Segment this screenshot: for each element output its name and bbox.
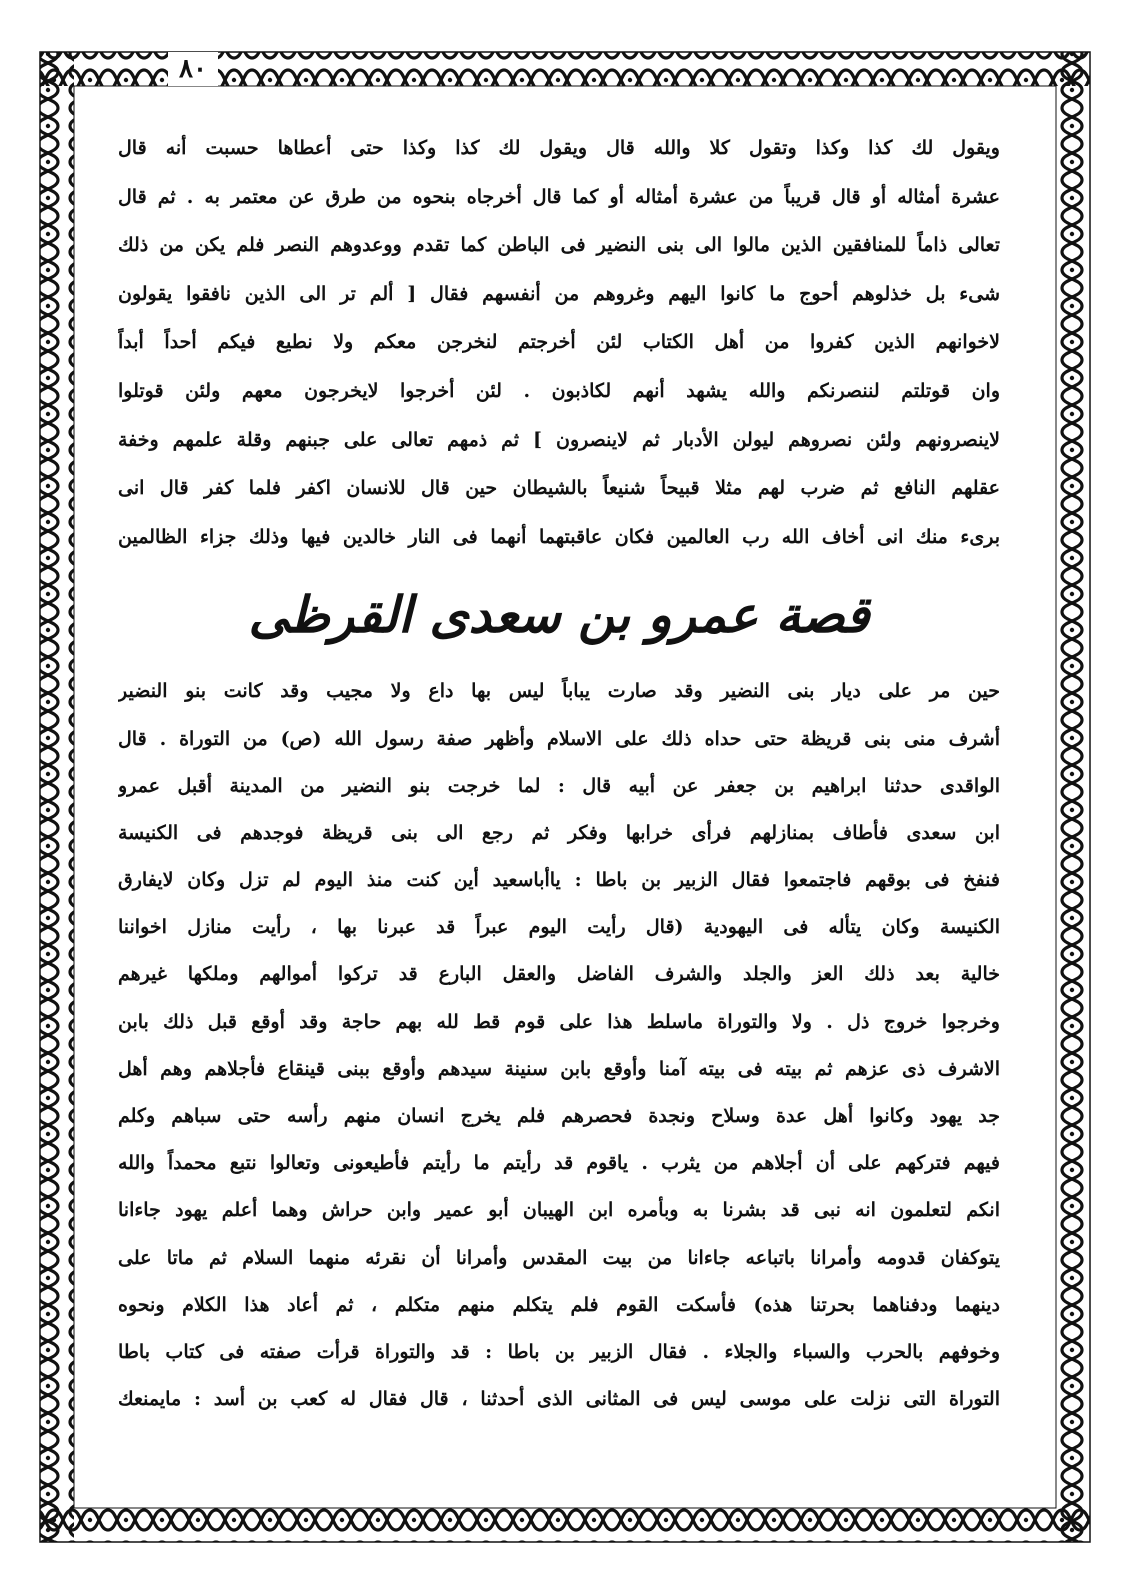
text-line: يتوكفان قدومه وأمرانا باتباعه جاءانا من بيت المقدس وأمرانا أن نقرئه منهما السلام ثم ماتا على	[118, 1246, 1000, 1269]
text-line: خالية بعد ذلك العز والجلد والشرف الفاضل والعقل البارع قد تركوا أموالهم وملكها غيرهم	[118, 963, 1000, 986]
text-line: وخرجوا خروج ذل . ولا والتوراة ماسلط هذا على قوم قط لله بهم حاجة وقد أوقع قبل ذلك بابن	[118, 1010, 1000, 1033]
text-line: ابن سعدى فأطاف بمنازلهم فرأى خرابها وفكر ثم رجع الى بنى قريظة فوجدهم فى الكنيسة	[118, 821, 1000, 844]
text-line: فيهم فتركهم على أن أجلاهم من يثرب . ياقوم قد رأيتم ما رأيتم فأطيعونى وتعالوا نتبع محمداً والله	[118, 1152, 1000, 1175]
text-line: دينهما ودفناهما بحرتنا هذه) فأسكت القوم فلم يتكلم منهم متكلم ، ثم أعاد هذا الكلام ونحوه	[118, 1293, 1000, 1316]
text-line: تعالى ذاماً للمنافقين الذين مالوا الى بنى النضير فى الباطن كما تقدم ووعدوهم النصر فلم يكن من ذلك	[118, 234, 1000, 257]
text-line: حين مر على ديار بنى النضير وقد صارت يباباً ليس بها داع ولا مجيب وقد كانت بنو النضير	[118, 680, 1000, 703]
text-line: ويقول لك كذا وكذا وتقول كلا والله قال ويقول لك كذا وكذا حتى أعطاها حسبت أنه قال	[118, 137, 1000, 159]
text-line: أشرف منى بنى قريظة حتى حداه ذلك على الاسلام وأظهر صفة رسول الله (ص) من التوراة . قال	[118, 727, 1000, 750]
text-line: الكنيسة وكان يتأله فى اليهودية (قال رأيت اليوم عبراً قد عبرنا بها ، رأيت منازل اخواننا	[118, 916, 1000, 939]
text-line: لاخوانهم الذين كفروا من أهل الكتاب لئن أخرجتم لنخرجن معكم ولا نطيع فيكم أحداً أبداً	[118, 331, 1000, 354]
border-right	[1056, 52, 1090, 1542]
text-line: برىء منك انى أخاف الله رب العالمين فكان عاقبتهما أنهما فى النار خالدين فيها وذلك جزاء الظالمين	[118, 525, 1000, 548]
text-line: الواقدى حدثنا ابراهيم بن جعفر عن أبيه قال : لما خرجت بنو النضير من المدينة أقبل عمرو	[118, 774, 1000, 797]
paragraph-1	[118, 124, 1000, 561]
text-line: عقلهم النافع ثم ضرب لهم مثلا قبيحاً شنيعاً بالشيطان حين قال للانسان اكفر فلما كفر قال انى	[118, 477, 1000, 500]
text-line: انكم لتعلمون انه نبى قد بشرنا به وبأمره ابن الهيبان أبو عمير وابن حراش وهما أعلم يهود جاءانا	[118, 1199, 1000, 1222]
text-line: الاشرف ذى عزهم ثم بيته فى بيته آمنا وأوقع بابن سنينة سيدهم وأوقع ببنى قينقاع فأجلاهم وهم أهل	[118, 1057, 1000, 1080]
paragraph-2	[118, 668, 1000, 1423]
border-bottom	[40, 1508, 1090, 1542]
text-line: جد يهود وكانوا أهل عدة وسلاح ونجدة فحصرهم فلم يخرج انسان منهم رأسه حتى سباهم وكلم	[118, 1105, 1000, 1128]
text-line: وخوفهم بالحرب والسباء والجلاء . فقال الزبير بن باطا : قد والتوراة قرأت صفته فى كتاب باطا	[118, 1340, 1000, 1363]
text-line: وان قوتلتم لننصرنكم والله يشهد أنهم لكاذبون . لئن أخرجوا لايخرجون معهم ولئن قوتلوا	[118, 379, 1000, 402]
text-line: شىء بل خذلوهم أحوج ما كانوا اليهم وغروهم من أنفسهم فقال [ ألم تر الى الذين نافقوا يقولون	[118, 282, 1000, 305]
border-left	[40, 52, 74, 1542]
text-line: عشرة أمثاله أو قال قريباً من عشرة أمثاله أو كما قال أخرجاه بنحوه من طرق عن معتمر به . ثم قال	[118, 185, 1000, 208]
text-line: لاينصرونهم ولئن نصروهم ليولن الأدبار ثم لاينصرون ] ثم ذمهم تعالى على جبنهم وقلة علمهم وخفة	[118, 428, 1000, 451]
story-title: قصة عمرو بن سعدى القرظى	[248, 585, 870, 645]
page-number: ٨٠	[168, 52, 218, 86]
page-text	[118, 124, 1000, 1423]
text-line: التوراة التى نزلت على موسى ليس فى المثانى الذى أحدثنا ، قال فقال له كعب بن أسد : مايمنعك	[118, 1388, 1000, 1411]
text-line: فنفخ فى بوقهم فاجتمعوا فقال الزبير بن باطا : ياأباسعيد أين كنت منذ اليوم لم تزل وكان لايفارق	[118, 869, 1000, 892]
